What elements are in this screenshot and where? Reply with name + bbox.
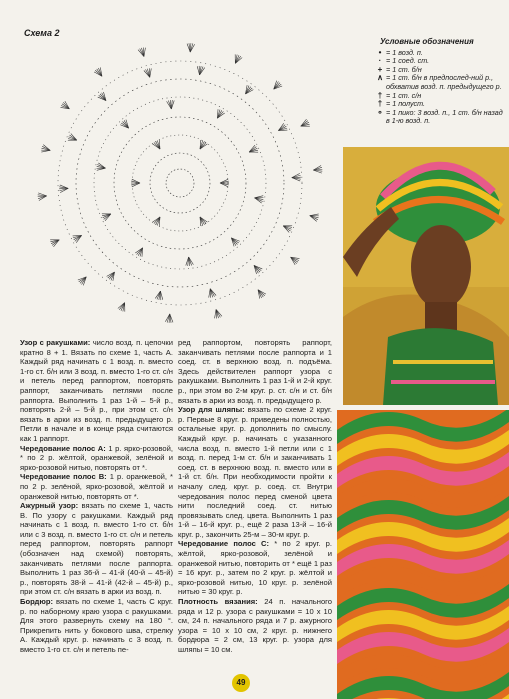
page-number: 49 (232, 674, 250, 692)
double-crochet-symbol-icon: † (377, 90, 383, 100)
scheme-title: Схема 2 (24, 28, 60, 38)
paragraph-heading: Узор для шляпы: (178, 405, 245, 415)
half-double-crochet-symbol-icon: † (377, 99, 383, 109)
stitch-mark (220, 183, 228, 187)
legend-text: = 1 полуст. (386, 99, 426, 109)
single-crochet-symbol-icon: + (377, 64, 383, 74)
stitch-mark (209, 289, 210, 298)
paragraph-text: число возд. п. цепочки кратно 8 + 1. Вязать по схеме 1, часть А. Каждый ряд начинать с 1 возд. п. вместо 1-го ст. б/н или 3 возд. п. вместо 1-го ст. с/н и петель перед раппортом, повторять раппорт, заканчивать петлями после раппорта. Выполнить 1 раз 1-й – 5-й р., повторять 2-й – 5-й р., при этом ст. с/н вязать в арки из возд. п. предыдущего р. Петли в начале и в конце ряда считаются как 1 раппорт. (20, 338, 173, 443)
slip-stitch-symbol-icon: · (378, 56, 382, 66)
paragraph-heading: Плотность вязания: (178, 597, 258, 607)
paragraph-text: * по 2 круг. р. жёлтой, ярко-розовой, зелёной и оранжевой нитью, повторить от * ещё 1 раз = 16 круг. р., затем по 2 круг. р. жёлтой и ярко-розовой нитью, 10 круг. р. зелёной нитью = 30 круг. р. (178, 539, 332, 597)
paragraph-text: 1 р. ярко-розовой, * по 2 р. жёлтой, оранжевой, зелёной и ярко-розовой нитью, повторять от *. (20, 443, 174, 472)
paragraph (178, 338, 332, 405)
stitch-pattern-photo (337, 410, 509, 699)
paragraph (20, 597, 173, 655)
legend-item (374, 109, 506, 126)
instructions-column-2 (178, 338, 332, 655)
model-photo (343, 147, 509, 405)
paragraph-heading: Узор с ракушками: (20, 338, 91, 347)
paragraph (20, 501, 173, 597)
paragraph-text: вязать по схеме 2 круг. р. Первые 8 круг. р. приведены полностью, остальные круг. р. дополнить по смыслу. Каждый круг. р. начинать с указанного числа возд. п. вместо 1-й петли или с 1 возд. п. перед 1-м ст. б/н и заканчивать 1 соед. ст. в верхнюю возд. п. вместо или в 1-й ст. б/н. При необходимости пройти к началу след. круг. р. соед. ст. Внутри чередования полос перед сменой цвета нити последний соед. ст. нитью провязывать след. цвета. Выполнить 1 раз 1-й – 16-й круг. р., ещё 2 раза 13-й – 16-й круг. р., закончить 25-м – 30-м круг. р. (178, 405, 332, 539)
stitch-mark (132, 179, 140, 183)
legend-text: = 1 ст. б/н в предпослед-ний р., обхватив возд. п. предыдущего р. (386, 73, 502, 91)
paragraph-heading: Чередование полос А: (20, 443, 106, 453)
paragraph-heading: Чередование полос С: (178, 539, 270, 549)
legend-item (374, 74, 506, 91)
stitch-mark (150, 68, 151, 77)
legend-text: = 1 соед. ст. (386, 56, 430, 66)
paragraph (20, 472, 173, 501)
paragraph-text: 1 р. оранжевой, * по 2 р. зелёной, ярко-розовой, жёлтой и оранжевой нитью, повторять от *. (20, 472, 173, 501)
stitch-mark (144, 48, 145, 57)
paragraph (178, 405, 332, 539)
paragraph-text: 24 п. начального ряда и 12 р. узора с ракушками = 10 x 10 см, 24 п. начального ряда и 7 р. ажурного узора = 10 x 10 см, 2 круг. р. нижнего бордюра = 2 см, 13 круг. р. узора для шляпы = 10 см. (178, 597, 332, 654)
instructions-column-1 (20, 338, 173, 655)
paragraph-text: вязать по схеме 1, часть С круг. р. по наборному краю узора с ракушками. Для этого развернуть схему на 180 °. Прикрепить нить у бокового шва, стрелку А. Каждый круг. р. начинать с 3 возд. п. вместо 1-го ст. с/н и петель пе- (20, 597, 173, 654)
picot-symbol-icon: ⚬ (376, 107, 384, 117)
crochet-diagram (20, 38, 340, 328)
legend-text: = 1 ст. б/н (386, 64, 422, 74)
stitch-mark (215, 309, 216, 318)
legend-text: = 1 ст. с/н (386, 90, 422, 100)
legend (374, 38, 506, 126)
paragraph (20, 444, 173, 473)
paragraph (178, 597, 332, 655)
paragraph-text: вязать по схеме 1, часть В. По узору с ракушками. Каждый ряд начинать с 1 возд. п. вместо 1-го ст. б/н или с 3 возд. п. вместо 1-го ст. с/н и петель перед раппортом, повторять раппорт (обозначен над схемой) повторять, заканчивать петлями после раппорта. Выполнить 1 раз 36-й – 41-й (40-й – 45-й) р., повторять 38-й – 41-й (42-й – 45-й) р., при этом ст. с/н вязать в арки из возд. п. (20, 501, 173, 597)
paragraph-heading: Ажурный узор: (20, 501, 79, 511)
paragraph-heading: Бордюр: (20, 597, 54, 607)
legend-text: = 1 пико: 3 возд. п., 1 ст. б/н назад в 1-ю возд. п. (386, 107, 503, 126)
legend-title: Условные обозначения (380, 37, 474, 46)
paragraph (178, 539, 332, 597)
paragraph-heading: Чередование полос В: (20, 472, 107, 482)
paragraph-text: ред раппортом, повторять раппорт, заканчивать петлями после раппорта и 1 соед. ст. в верхнюю возд. п. подъёма. Здесь действителен раппорт узора с ракушками. Выполнить 1 раз 1-й и 2-й круг. р., при этом во 2-м круг. р. ст. с/н и ст. б/н вязать в арки из возд. п. предыдущего р. (178, 338, 332, 405)
paragraph (20, 338, 173, 444)
spike-stitch-symbol-icon: ∧ (377, 73, 383, 83)
legend-text: = 1 возд. п. (386, 47, 423, 57)
chain-symbol-icon: • (378, 47, 382, 57)
